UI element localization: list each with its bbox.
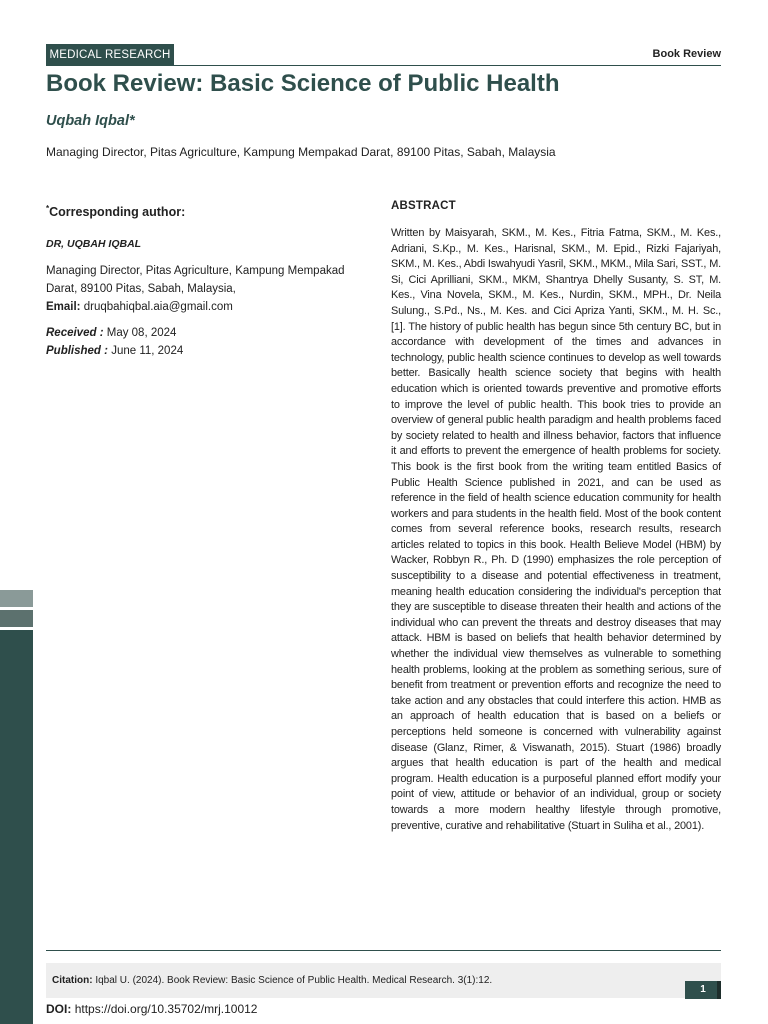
abstract-body: Written by Maisyarah, SKM., M. Kes., Fitria Fatma, SKM., M. Kes., Adriani, S.Kp., M. Kes., Harisnal, SKM., M. Epid., Rizki Fajariyah, SKM., M. Kes., Abdi Iswahyudi Yasril, SKM., MKM., Mila Sari, SST., M. Si, Cici Aprilliani, SKM., MKM, Shantrya Dhelly Susanty, S. ST, M. Kes., Vina Novela, SKM., M. Kes., Nurdin, SKM., MPH., Dr. Neila Sulung., S.Pd., Ns., M. Kes. and Cici Apriza Yanti, SKM., M. H. Sc., [1]. The history of public health has begun since 5th century BC, but in accordance with development of the times and advances in technology, public health science continues to develop as well towards better. Basically health science society that begins with health education which is oriented towards preventive and promotive efforts to improve the level of public health. This book tries to provide an overview of general public health paradigm and health problems faced by society related to health and illness behavior, factors that influence it and efforts to prevent the emergence of health problems for society. This book is the first book from the writing team entitled Basics of Public Health Science published in 2021, and can be used as reference in the field of health science education community for health workers and para students in the health field. Most of the book content comes from several reference books, research results, research articles related to topics in this book. Health Believe Model (HBM) by Wacker, Robbyn R., Ph. D (1990) emphasizes the role perception of susceptibility to a disease and potential effectiveness in treatment, meaning health education considering the individual's perception that they are susceptible to disease threaten their health and actions of the individual who can prevent the threats and destroy diseases that may attack. HBM is based on beliefs that health behavior determined by whether the individual view themselves as vulnerable to something health problems, looking at the problem as something serious, sure of benefit from treatment or prevention efforts and recognize the need to take action and any obstacles that could interfere this action. HMB as an approach of health education that is based on a beliefs or perceptions held someone is concerned with vulnerability against disease (Glanz, Rimer, & Viswanath, 2015). Stuart (1986) broadly argues that health education is part of the health and medical program. Health education is a purposeful planned effort modify your point of view, attitude or behavior of an individual, group or society towards a more modern healthy lifestyle through promotive, preventive, curative and rehabilitative (Stuart in Suliha et al., 2001).	[391, 227, 721, 832]
page-number: 1	[685, 981, 721, 999]
footer-divider	[46, 950, 721, 951]
header-divider	[46, 65, 721, 66]
article-title: Book Review: Basic Science of Public Health	[46, 70, 560, 97]
doi-label: DOI:	[46, 1002, 72, 1016]
side-tab-mid	[0, 610, 33, 627]
address-line-2: Darat, 89100 Pitas, Sabah, Malaysia,	[46, 283, 236, 296]
corresponding-author-heading	[46, 200, 371, 221]
citation-box	[46, 963, 721, 998]
page-number-edge	[717, 981, 721, 999]
doi-link[interactable]: https://doi.org/10.35702/mrj.10012	[74, 1002, 258, 1016]
email-label: Email:	[46, 301, 81, 314]
side-accent-bar	[0, 630, 33, 1024]
dates-block	[46, 324, 371, 360]
corresponding-author-section	[46, 200, 371, 360]
address-line-1: Managing Director, Pitas Agriculture, Kampung Mempakad	[46, 265, 345, 278]
author-affiliation: Managing Director, Pitas Agriculture, Kampung Mempakad Darat, 89100 Pitas, Sabah, Malaysia	[46, 145, 556, 159]
corresponding-address	[46, 262, 371, 316]
corresponding-author-name: DR, UQBAH IQBAL	[46, 238, 142, 251]
email-row	[46, 298, 371, 316]
doi-line	[46, 1002, 257, 1016]
citation-label: Citation:	[52, 975, 93, 986]
abstract-heading: ABSTRACT	[391, 200, 456, 212]
side-tab-light	[0, 590, 33, 607]
email-address[interactable]: druqbahiqbal.aia@gmail.com	[83, 301, 233, 314]
citation-text: Iqbal U. (2024). Book Review: Basic Science of Public Health. Medical Research. 3(1):12.	[95, 975, 493, 986]
asterisk-mark: *	[46, 204, 50, 213]
author-name: Uqbah Iqbal*	[46, 113, 135, 129]
abstract-section	[391, 200, 721, 834]
published-date: June 11, 2024	[111, 345, 184, 358]
section-badge: MEDICAL RESEARCH	[46, 44, 174, 66]
received-row	[46, 324, 371, 342]
received-date: May 08, 2024	[106, 327, 177, 340]
published-row	[46, 342, 371, 360]
article-type-label: Book Review	[652, 48, 721, 60]
published-label: Published :	[46, 345, 108, 358]
received-label: Received :	[46, 327, 104, 340]
corresponding-heading-text: Corresponding author:	[49, 205, 186, 220]
